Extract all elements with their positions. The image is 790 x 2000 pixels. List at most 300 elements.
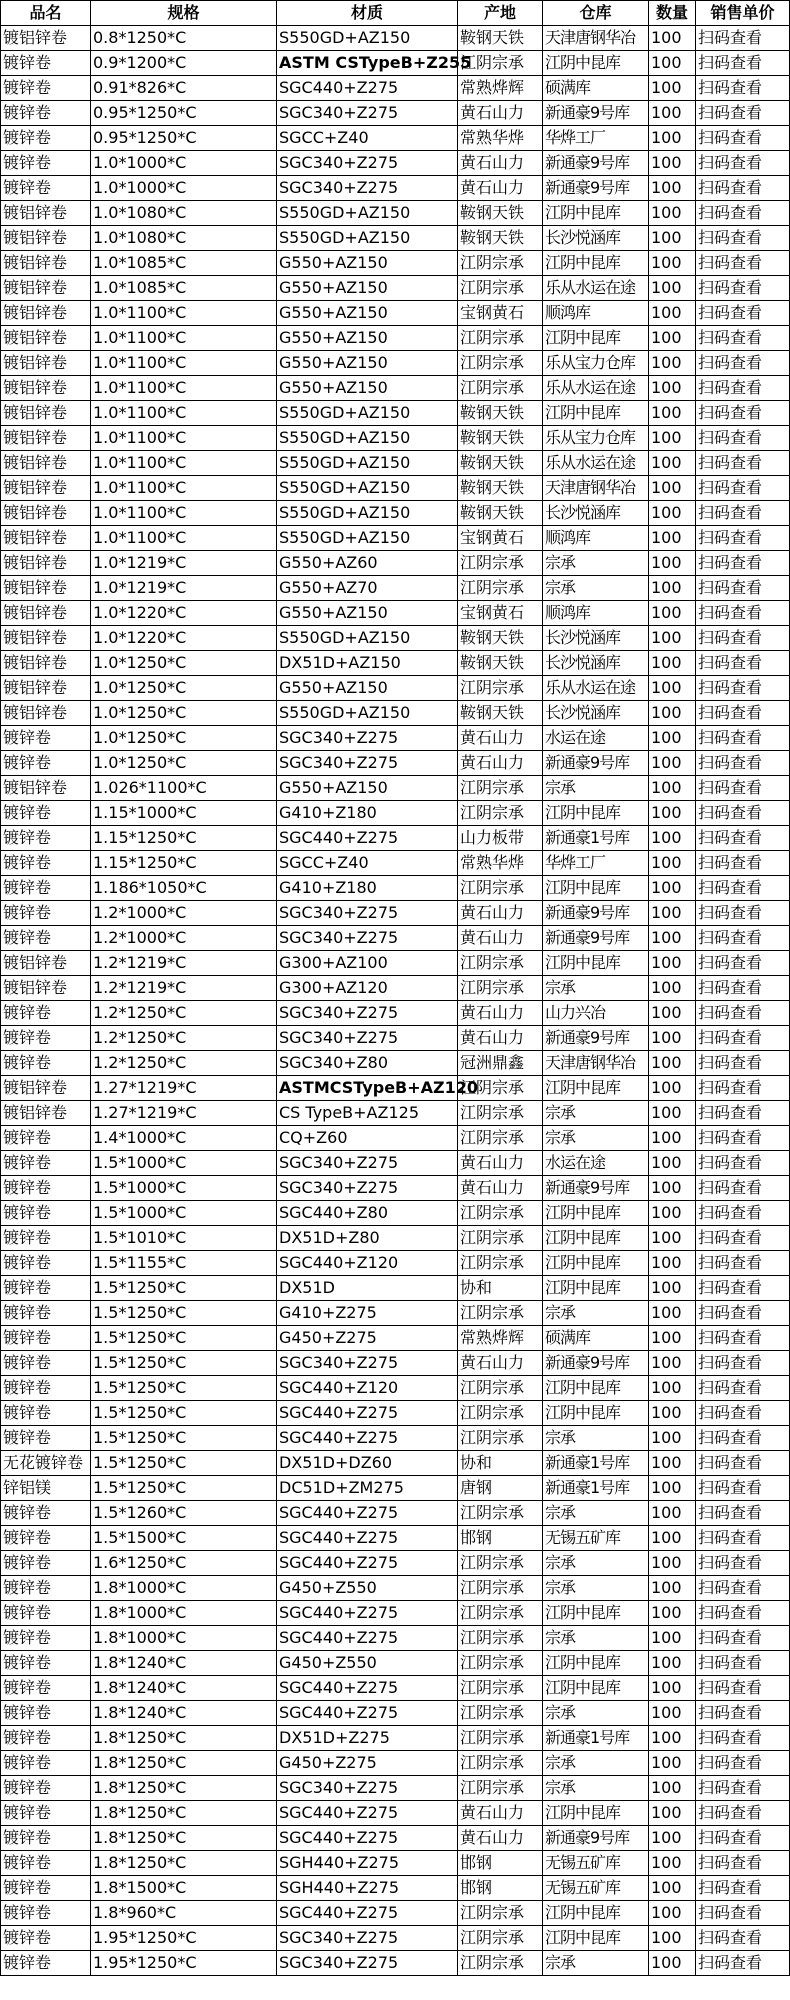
quantity-cell: 100 <box>649 1601 696 1626</box>
sale-price-cell[interactable]: 扫码查看 <box>696 26 790 51</box>
product-name-cell: 锌铝镁 <box>1 1476 91 1501</box>
material-cell: S550GD+AZ150 <box>277 26 458 51</box>
sale-price-cell[interactable]: 扫码查看 <box>696 1676 790 1701</box>
warehouse-cell: 宗承 <box>543 976 649 1001</box>
product-name-cell: 镀锌卷 <box>1 1226 91 1251</box>
table-row <box>1 776 790 801</box>
sale-price-cell[interactable]: 扫码查看 <box>696 1076 790 1101</box>
sale-price-cell[interactable]: 扫码查看 <box>696 1851 790 1876</box>
spec-cell: 1.0*1100*C <box>91 376 277 401</box>
table-row <box>1 376 790 401</box>
warehouse-cell: 宗承 <box>543 1751 649 1776</box>
product-name-cell: 镀锌卷 <box>1 1526 91 1551</box>
origin-cell: 协和 <box>458 1451 543 1476</box>
origin-cell: 江阴宗承 <box>458 1901 543 1926</box>
table-row <box>1 1326 790 1351</box>
spec-cell: 1.5*1250*C <box>91 1476 277 1501</box>
sale-price-cell[interactable]: 扫码查看 <box>696 501 790 526</box>
warehouse-cell: 宗承 <box>543 1426 649 1451</box>
product-name-cell: 镀锌卷 <box>1 126 91 151</box>
material-cell: G550+AZ150 <box>277 776 458 801</box>
sale-price-cell[interactable]: 扫码查看 <box>696 1001 790 1026</box>
table-row <box>1 976 790 1001</box>
spec-cell: 1.0*1100*C <box>91 451 277 476</box>
table-row <box>1 176 790 201</box>
sale-price-cell[interactable]: 扫码查看 <box>696 1276 790 1301</box>
table-row <box>1 1501 790 1526</box>
sale-price-cell[interactable]: 扫码查看 <box>696 801 790 826</box>
sale-price-cell[interactable]: 扫码查看 <box>696 1301 790 1326</box>
warehouse-cell: 宗承 <box>543 1576 649 1601</box>
spec-cell: 1.8*1000*C <box>91 1626 277 1651</box>
table-row <box>1 651 790 676</box>
quantity-cell: 100 <box>649 101 696 126</box>
material-cell: ASTMCSTypeB+AZ120 <box>277 1076 458 1101</box>
spec-cell: 1.2*1250*C <box>91 1001 277 1026</box>
sale-price-cell[interactable]: 扫码查看 <box>696 301 790 326</box>
origin-cell: 江阴宗承 <box>458 1926 543 1951</box>
warehouse-cell: 长沙悦涵库 <box>543 626 649 651</box>
quantity-cell: 100 <box>649 1526 696 1551</box>
quantity-cell: 100 <box>649 701 696 726</box>
origin-cell: 鞍钢天铁 <box>458 476 543 501</box>
product-name-cell: 镀锌卷 <box>1 51 91 76</box>
material-cell: SGC340+Z275 <box>277 1951 458 1976</box>
material-cell: SGCC+Z40 <box>277 126 458 151</box>
sale-price-cell[interactable]: 扫码查看 <box>696 551 790 576</box>
table-row <box>1 1426 790 1451</box>
column-header-warehouse: 仓库 <box>543 1 649 26</box>
product-name-cell: 镀锌卷 <box>1 1726 91 1751</box>
material-cell: S550GD+AZ150 <box>277 501 458 526</box>
origin-cell: 黄石山力 <box>458 101 543 126</box>
quantity-cell: 100 <box>649 1551 696 1576</box>
quantity-cell: 100 <box>649 1001 696 1026</box>
spec-cell: 1.8*1000*C <box>91 1576 277 1601</box>
product-name-cell: 镀铝锌卷 <box>1 1076 91 1101</box>
material-cell: SGC340+Z275 <box>277 1001 458 1026</box>
origin-cell: 黄石山力 <box>458 1001 543 1026</box>
warehouse-cell: 新通豪9号库 <box>543 1351 649 1376</box>
sale-price-cell[interactable]: 扫码查看 <box>696 876 790 901</box>
table-row <box>1 1651 790 1676</box>
quantity-cell: 100 <box>649 951 696 976</box>
product-name-cell: 镀铝锌卷 <box>1 326 91 351</box>
warehouse-cell: 顺鸿库 <box>543 301 649 326</box>
sale-price-cell[interactable]: 扫码查看 <box>696 1226 790 1251</box>
warehouse-cell: 顺鸿库 <box>543 526 649 551</box>
product-name-cell: 镀锌卷 <box>1 1051 91 1076</box>
sale-price-cell[interactable]: 扫码查看 <box>696 1201 790 1226</box>
table-row <box>1 301 790 326</box>
material-cell: SGC440+Z275 <box>277 826 458 851</box>
warehouse-cell: 乐从宝力仓库 <box>543 351 649 376</box>
product-name-cell: 镀锌卷 <box>1 1801 91 1826</box>
table-row <box>1 1351 790 1376</box>
origin-cell: 江阴宗承 <box>458 1626 543 1651</box>
product-name-cell: 镀铝锌卷 <box>1 226 91 251</box>
sale-price-cell[interactable]: 扫码查看 <box>696 1776 790 1801</box>
material-cell: SGC440+Z80 <box>277 1201 458 1226</box>
spec-cell: 1.5*1250*C <box>91 1351 277 1376</box>
quantity-cell: 100 <box>649 876 696 901</box>
spec-cell: 1.0*1085*C <box>91 251 277 276</box>
origin-cell: 江阴宗承 <box>458 1576 543 1601</box>
origin-cell: 宝钢黄石 <box>458 601 543 626</box>
sale-price-cell[interactable]: 扫码查看 <box>696 851 790 876</box>
warehouse-cell: 宗承 <box>543 1101 649 1126</box>
sale-price-cell[interactable]: 扫码查看 <box>696 651 790 676</box>
spec-cell: 1.27*1219*C <box>91 1076 277 1101</box>
product-name-cell: 镀铝锌卷 <box>1 951 91 976</box>
sale-price-cell[interactable]: 扫码查看 <box>696 151 790 176</box>
warehouse-cell: 江阴中昆库 <box>543 51 649 76</box>
quantity-cell: 100 <box>649 1376 696 1401</box>
origin-cell: 江阴宗承 <box>458 276 543 301</box>
table-row <box>1 76 790 101</box>
warehouse-cell: 宗承 <box>543 776 649 801</box>
spec-cell: 1.026*1100*C <box>91 776 277 801</box>
sale-price-cell[interactable]: 扫码查看 <box>696 376 790 401</box>
sale-price-cell[interactable]: 扫码查看 <box>696 401 790 426</box>
sale-price-cell[interactable]: 扫码查看 <box>696 276 790 301</box>
sale-price-cell[interactable]: 扫码查看 <box>696 601 790 626</box>
product-name-cell: 镀锌卷 <box>1 151 91 176</box>
sale-price-cell[interactable]: 扫码查看 <box>696 1926 790 1951</box>
material-cell: SGC340+Z275 <box>277 176 458 201</box>
sale-price-cell[interactable]: 扫码查看 <box>696 201 790 226</box>
warehouse-cell: 天津唐钢华冶 <box>543 476 649 501</box>
product-name-cell: 镀铝锌卷 <box>1 576 91 601</box>
table-row <box>1 1626 790 1651</box>
product-name-cell: 镀锌卷 <box>1 901 91 926</box>
quantity-cell: 100 <box>649 401 696 426</box>
product-name-cell: 镀锌卷 <box>1 176 91 201</box>
material-cell: SGC340+Z275 <box>277 1776 458 1801</box>
origin-cell: 黄石山力 <box>458 751 543 776</box>
material-cell: DX51D+Z80 <box>277 1226 458 1251</box>
spec-cell: 1.5*1250*C <box>91 1301 277 1326</box>
origin-cell: 鞍钢天铁 <box>458 501 543 526</box>
quantity-cell: 100 <box>649 251 696 276</box>
sale-price-cell[interactable]: 扫码查看 <box>696 1751 790 1776</box>
material-cell: SGC340+Z80 <box>277 1051 458 1076</box>
material-cell: G450+Z275 <box>277 1751 458 1776</box>
table-row <box>1 1276 790 1301</box>
spec-cell: 1.0*1100*C <box>91 526 277 551</box>
product-name-cell: 镀锌卷 <box>1 1876 91 1901</box>
warehouse-cell: 江阴中昆库 <box>543 1276 649 1301</box>
quantity-cell: 100 <box>649 1251 696 1276</box>
sale-price-cell[interactable]: 扫码查看 <box>696 826 790 851</box>
sale-price-cell[interactable]: 扫码查看 <box>696 951 790 976</box>
sale-price-cell[interactable]: 扫码查看 <box>696 1726 790 1751</box>
quantity-cell: 100 <box>649 1351 696 1376</box>
table-row <box>1 326 790 351</box>
sale-price-cell[interactable]: 扫码查看 <box>696 1426 790 1451</box>
spec-cell: 1.5*1155*C <box>91 1251 277 1276</box>
table-row <box>1 551 790 576</box>
table-row <box>1 1851 790 1876</box>
sale-price-cell[interactable]: 扫码查看 <box>696 1801 790 1826</box>
sale-price-cell[interactable]: 扫码查看 <box>696 101 790 126</box>
material-cell: SGC440+Z275 <box>277 1901 458 1926</box>
sale-price-cell[interactable]: 扫码查看 <box>696 726 790 751</box>
sale-price-cell[interactable]: 扫码查看 <box>696 901 790 926</box>
sale-price-cell[interactable]: 扫码查看 <box>696 76 790 101</box>
sale-price-cell[interactable]: 扫码查看 <box>696 1876 790 1901</box>
sale-price-cell[interactable]: 扫码查看 <box>696 326 790 351</box>
sale-price-cell[interactable]: 扫码查看 <box>696 176 790 201</box>
sale-price-cell[interactable]: 扫码查看 <box>696 126 790 151</box>
quantity-cell: 100 <box>649 426 696 451</box>
spec-cell: 1.8*1250*C <box>91 1801 277 1826</box>
sale-price-cell[interactable]: 扫码查看 <box>696 1151 790 1176</box>
material-cell: SGC340+Z275 <box>277 751 458 776</box>
quantity-cell: 100 <box>649 651 696 676</box>
product-name-cell: 镀锌卷 <box>1 1776 91 1801</box>
origin-cell: 江阴宗承 <box>458 576 543 601</box>
origin-cell: 邯钢 <box>458 1526 543 1551</box>
quantity-cell: 100 <box>649 1126 696 1151</box>
origin-cell: 黄石山力 <box>458 901 543 926</box>
origin-cell: 黄石山力 <box>458 1801 543 1826</box>
sale-price-cell[interactable]: 扫码查看 <box>696 1476 790 1501</box>
warehouse-cell: 新通豪9号库 <box>543 751 649 776</box>
spec-cell: 1.0*1220*C <box>91 626 277 651</box>
column-header-material: 材质 <box>277 1 458 26</box>
product-name-cell: 镀铝锌卷 <box>1 526 91 551</box>
product-name-cell: 镀铝锌卷 <box>1 426 91 451</box>
sale-price-cell[interactable]: 扫码查看 <box>696 476 790 501</box>
product-name-cell: 镀锌卷 <box>1 1501 91 1526</box>
warehouse-cell: 江阴中昆库 <box>543 1676 649 1701</box>
product-name-cell: 镀铝锌卷 <box>1 626 91 651</box>
material-cell: SGC440+Z275 <box>277 1401 458 1426</box>
table-row <box>1 1676 790 1701</box>
quantity-cell: 100 <box>649 1776 696 1801</box>
sale-price-cell[interactable]: 扫码查看 <box>696 1376 790 1401</box>
product-name-cell: 镀锌卷 <box>1 926 91 951</box>
warehouse-cell: 宗承 <box>543 1551 649 1576</box>
material-cell: S550GD+AZ150 <box>277 401 458 426</box>
product-name-cell: 镀锌卷 <box>1 1251 91 1276</box>
warehouse-cell: 宗承 <box>543 551 649 576</box>
origin-cell: 江阴宗承 <box>458 376 543 401</box>
sale-price-cell[interactable]: 扫码查看 <box>696 576 790 601</box>
origin-cell: 黄石山力 <box>458 1176 543 1201</box>
sale-price-cell[interactable]: 扫码查看 <box>696 1176 790 1201</box>
warehouse-cell: 硕满库 <box>543 1326 649 1351</box>
spec-cell: 1.0*1000*C <box>91 176 277 201</box>
table-row <box>1 1776 790 1801</box>
sale-price-cell[interactable]: 扫码查看 <box>696 1251 790 1276</box>
origin-cell: 江阴宗承 <box>458 1601 543 1626</box>
sale-price-cell[interactable]: 扫码查看 <box>696 251 790 276</box>
warehouse-cell: 乐从水运在途 <box>543 376 649 401</box>
spec-cell: 1.0*1250*C <box>91 676 277 701</box>
origin-cell: 邯钢 <box>458 1851 543 1876</box>
sale-price-cell[interactable]: 扫码查看 <box>696 1126 790 1151</box>
quantity-cell: 100 <box>649 1201 696 1226</box>
table-row <box>1 1601 790 1626</box>
warehouse-cell: 新通豪1号库 <box>543 1726 649 1751</box>
table-row <box>1 1301 790 1326</box>
warehouse-cell: 江阴中昆库 <box>543 951 649 976</box>
column-header-sale-price: 销售单价 <box>696 1 790 26</box>
quantity-cell: 100 <box>649 1426 696 1451</box>
material-cell: SGH440+Z275 <box>277 1876 458 1901</box>
spec-cell: 1.0*1000*C <box>91 151 277 176</box>
product-name-cell: 镀锌卷 <box>1 1626 91 1651</box>
sale-price-cell[interactable]: 扫码查看 <box>696 1051 790 1076</box>
material-cell: SGC340+Z275 <box>277 926 458 951</box>
table-row <box>1 1201 790 1226</box>
origin-cell: 黄石山力 <box>458 1151 543 1176</box>
spec-cell: 1.8*1250*C <box>91 1751 277 1776</box>
sale-price-cell[interactable]: 扫码查看 <box>696 426 790 451</box>
sale-price-cell[interactable]: 扫码查看 <box>696 1501 790 1526</box>
table-row <box>1 401 790 426</box>
sale-price-cell[interactable]: 扫码查看 <box>696 701 790 726</box>
material-cell: CQ+Z60 <box>277 1126 458 1151</box>
warehouse-cell: 水运在途 <box>543 1151 649 1176</box>
warehouse-cell: 长沙悦涵库 <box>543 651 649 676</box>
sale-price-cell[interactable]: 扫码查看 <box>696 1901 790 1926</box>
product-name-cell: 镀铝锌卷 <box>1 476 91 501</box>
warehouse-cell: 华烨工厂 <box>543 851 649 876</box>
product-name-cell: 镀锌卷 <box>1 1551 91 1576</box>
sale-price-cell[interactable]: 扫码查看 <box>696 1576 790 1601</box>
spec-cell: 1.0*1100*C <box>91 501 277 526</box>
warehouse-cell: 新通豪9号库 <box>543 101 649 126</box>
product-name-cell: 镀锌卷 <box>1 1126 91 1151</box>
sale-price-cell[interactable]: 扫码查看 <box>696 1551 790 1576</box>
material-cell: DC51D+ZM275 <box>277 1476 458 1501</box>
sale-price-cell[interactable]: 扫码查看 <box>696 526 790 551</box>
spec-cell: 1.0*1085*C <box>91 276 277 301</box>
warehouse-cell: 新通豪9号库 <box>543 1026 649 1051</box>
origin-cell: 江阴宗承 <box>458 1226 543 1251</box>
quantity-cell: 100 <box>649 1751 696 1776</box>
warehouse-cell: 乐从水运在途 <box>543 276 649 301</box>
origin-cell: 江阴宗承 <box>458 1126 543 1151</box>
sale-price-cell[interactable]: 扫码查看 <box>696 51 790 76</box>
material-cell: S550GD+AZ150 <box>277 526 458 551</box>
origin-cell: 鞍钢天铁 <box>458 226 543 251</box>
product-name-cell: 镀铝锌卷 <box>1 26 91 51</box>
warehouse-cell: 江阴中昆库 <box>543 801 649 826</box>
spec-cell: 1.5*1010*C <box>91 1226 277 1251</box>
origin-cell: 黄石山力 <box>458 1351 543 1376</box>
table-row <box>1 1051 790 1076</box>
quantity-cell: 100 <box>649 176 696 201</box>
warehouse-cell: 江阴中昆库 <box>543 1651 649 1676</box>
spec-cell: 1.2*1250*C <box>91 1026 277 1051</box>
sale-price-cell[interactable]: 扫码查看 <box>696 1351 790 1376</box>
material-cell: SGC340+Z275 <box>277 101 458 126</box>
sale-price-cell[interactable]: 扫码查看 <box>696 1951 790 1976</box>
sale-price-cell[interactable]: 扫码查看 <box>696 751 790 776</box>
sale-price-cell[interactable]: 扫码查看 <box>696 1601 790 1626</box>
material-cell: G300+AZ100 <box>277 951 458 976</box>
origin-cell: 江阴宗承 <box>458 1426 543 1451</box>
origin-cell: 黄石山力 <box>458 1026 543 1051</box>
warehouse-cell: 顺鸿库 <box>543 601 649 626</box>
quantity-cell: 100 <box>649 626 696 651</box>
product-name-cell: 镀锌卷 <box>1 801 91 826</box>
quantity-cell: 100 <box>649 26 696 51</box>
sale-price-cell[interactable]: 扫码查看 <box>696 1826 790 1851</box>
warehouse-cell: 江阴中昆库 <box>543 201 649 226</box>
sale-price-cell[interactable]: 扫码查看 <box>696 1451 790 1476</box>
sale-price-cell[interactable]: 扫码查看 <box>696 776 790 801</box>
quantity-cell: 100 <box>649 826 696 851</box>
sale-price-cell[interactable]: 扫码查看 <box>696 926 790 951</box>
product-name-cell: 镀铝锌卷 <box>1 276 91 301</box>
origin-cell: 江阴宗承 <box>458 1676 543 1701</box>
origin-cell: 鞍钢天铁 <box>458 626 543 651</box>
origin-cell: 江阴宗承 <box>458 251 543 276</box>
product-name-cell: 镀铝锌卷 <box>1 376 91 401</box>
product-name-cell: 镀锌卷 <box>1 1951 91 1976</box>
product-name-cell: 镀锌卷 <box>1 751 91 776</box>
origin-cell: 江阴宗承 <box>458 1501 543 1526</box>
quantity-cell: 100 <box>649 326 696 351</box>
product-name-cell: 镀锌卷 <box>1 876 91 901</box>
sale-price-cell[interactable]: 扫码查看 <box>696 451 790 476</box>
material-cell: G550+AZ150 <box>277 601 458 626</box>
sale-price-cell[interactable]: 扫码查看 <box>696 1651 790 1676</box>
quantity-cell: 100 <box>649 1826 696 1851</box>
spec-cell: 1.8*1240*C <box>91 1651 277 1676</box>
sale-price-cell[interactable]: 扫码查看 <box>696 976 790 1001</box>
product-name-cell: 镀锌卷 <box>1 1401 91 1426</box>
material-cell: S550GD+AZ150 <box>277 626 458 651</box>
warehouse-cell: 江阴中昆库 <box>543 401 649 426</box>
sale-price-cell[interactable]: 扫码查看 <box>696 676 790 701</box>
spec-cell: 1.8*1500*C <box>91 1876 277 1901</box>
sale-price-cell[interactable]: 扫码查看 <box>696 1626 790 1651</box>
sale-price-cell[interactable]: 扫码查看 <box>696 1101 790 1126</box>
warehouse-cell: 新通豪9号库 <box>543 176 649 201</box>
material-cell: CS TypeB+AZ125 <box>277 1101 458 1126</box>
quantity-cell: 100 <box>649 1326 696 1351</box>
sale-price-cell[interactable]: 扫码查看 <box>696 1526 790 1551</box>
warehouse-cell: 新通豪9号库 <box>543 901 649 926</box>
material-cell: G550+AZ60 <box>277 551 458 576</box>
sale-price-cell[interactable]: 扫码查看 <box>696 226 790 251</box>
spec-cell: 1.0*1219*C <box>91 551 277 576</box>
sale-price-cell[interactable]: 扫码查看 <box>696 1401 790 1426</box>
quantity-cell: 100 <box>649 751 696 776</box>
material-cell: SGC440+Z275 <box>277 1676 458 1701</box>
quantity-cell: 100 <box>649 1501 696 1526</box>
warehouse-cell: 山力兴冶 <box>543 1001 649 1026</box>
quantity-cell: 100 <box>649 1876 696 1901</box>
sale-price-cell[interactable]: 扫码查看 <box>696 626 790 651</box>
sale-price-cell[interactable]: 扫码查看 <box>696 1701 790 1726</box>
sale-price-cell[interactable]: 扫码查看 <box>696 1026 790 1051</box>
product-name-cell: 镀铝锌卷 <box>1 651 91 676</box>
product-name-cell: 镀铝锌卷 <box>1 776 91 801</box>
sale-price-cell[interactable]: 扫码查看 <box>696 351 790 376</box>
sale-price-cell[interactable]: 扫码查看 <box>696 1326 790 1351</box>
table-row <box>1 1826 790 1851</box>
table-row <box>1 826 790 851</box>
material-cell: G410+Z275 <box>277 1301 458 1326</box>
warehouse-cell: 长沙悦涵库 <box>543 701 649 726</box>
